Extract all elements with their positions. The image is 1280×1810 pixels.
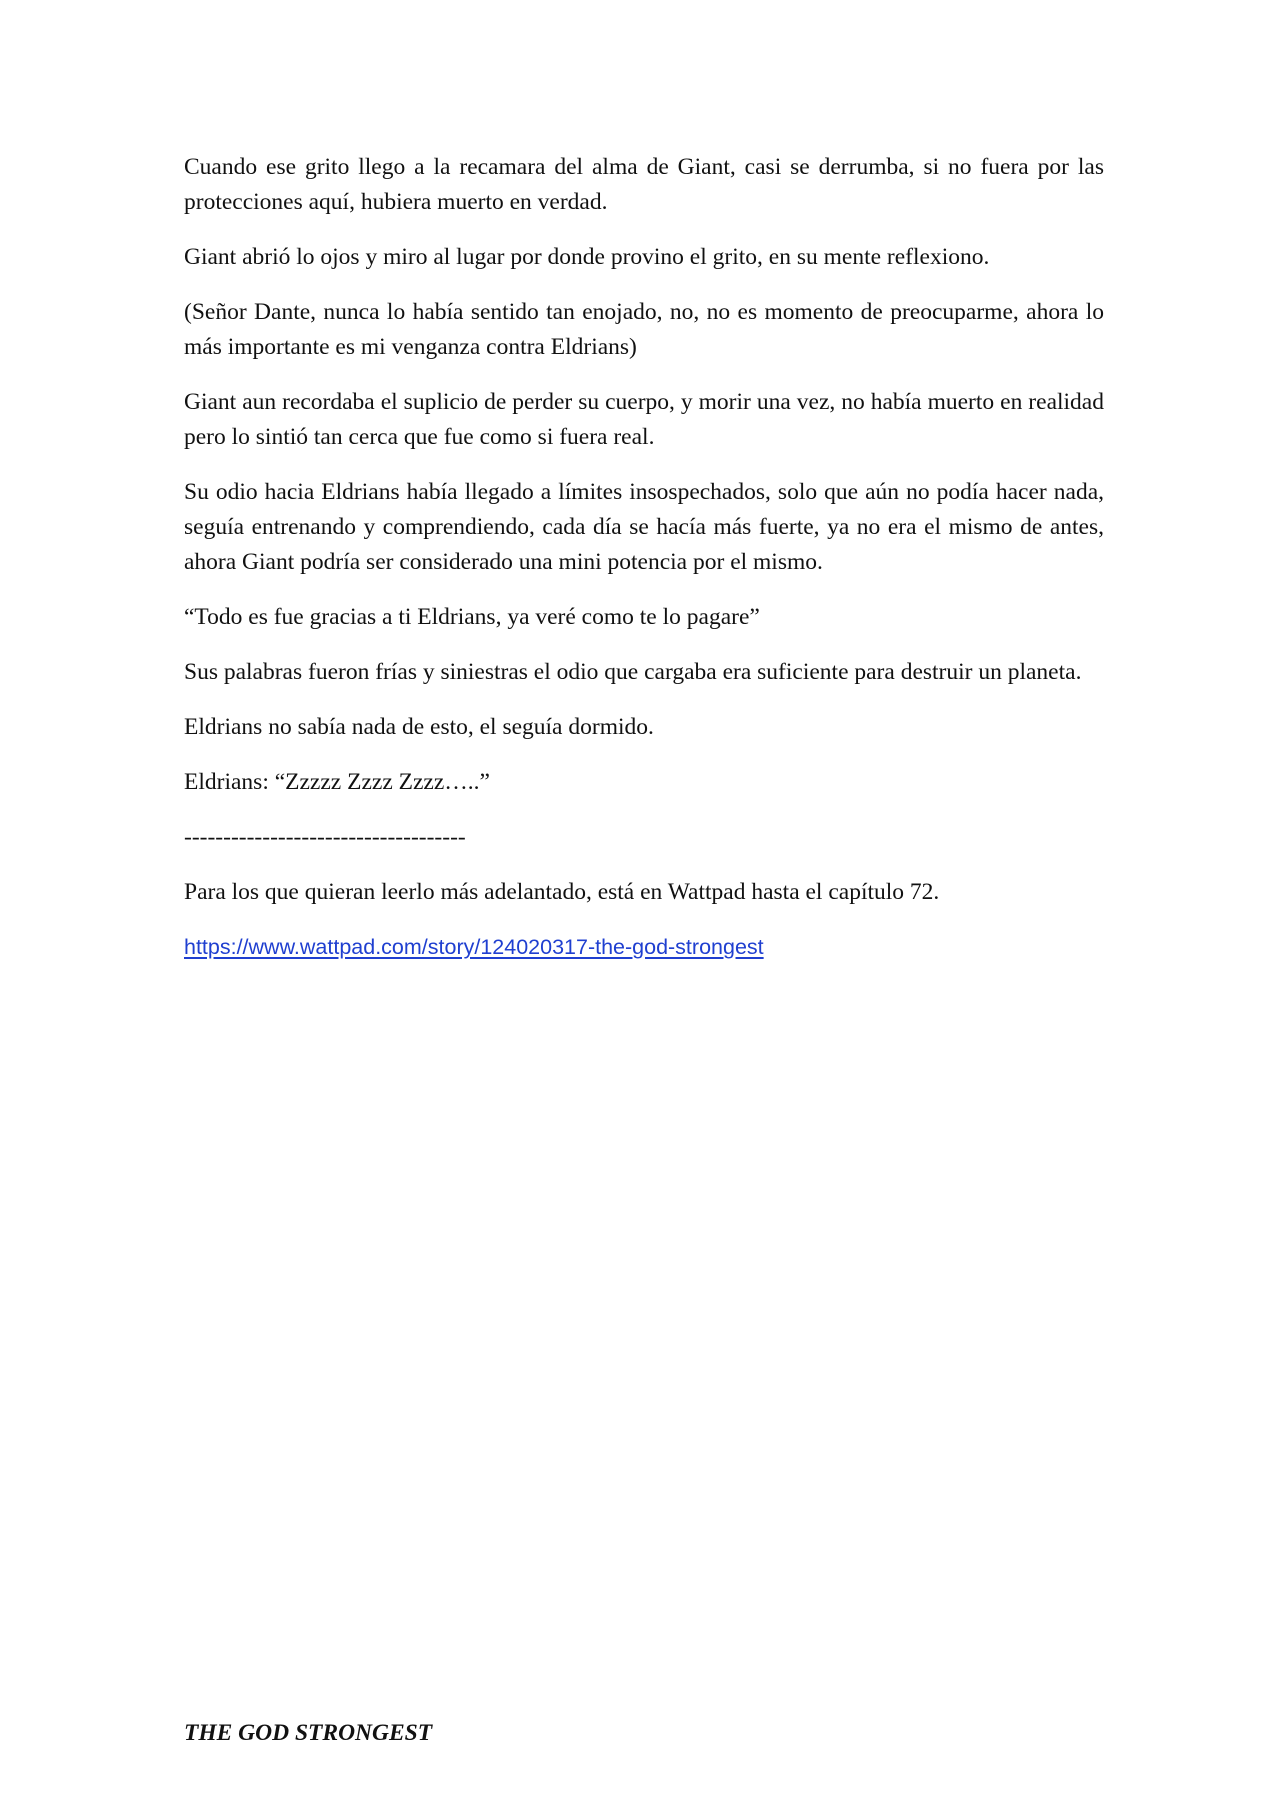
document-body (184, 150, 1104, 965)
paragraph-5: Su odio hacia Eldrians había llegado a límites insospechados, solo que aún no podía hacer nada, seguía entrenando y comprendiendo, cada día se hacía más fuerte, ya no era el mismo de antes, ahora Giant podría ser considerado una mini potencia por el mismo. (184, 479, 1104, 575)
section-separator: ------------------------------------ (184, 824, 466, 850)
paragraph-9: Eldrians: “Zzzzz Zzzz Zzzz…..” (184, 769, 490, 795)
wattpad-note: Para los que quieran leerlo más adelantado, está en Wattpad hasta el capítulo 72. (184, 879, 940, 905)
paragraph-3: (Señor Dante, nunca lo había sentido tan enojado, no, no es momento de preocuparme, ahora lo más importante es mi venganza contra Eldrians) (184, 299, 1104, 360)
paragraph-8: Eldrians no sabía nada de esto, el seguía dormido. (184, 714, 654, 740)
paragraph-2: Giant abrió lo ojos y miro al lugar por donde provino el grito, en su mente reflexiono. (184, 244, 990, 270)
paragraph-7: Sus palabras fueron frías y siniestras el odio que cargaba era suficiente para destruir un planeta. (184, 659, 1082, 685)
paragraph-1: Cuando ese grito llego a la recamara del alma de Giant, casi se derrumba, si no fuera por las protecciones aquí, hubiera muerto en verdad. (184, 154, 1104, 215)
footer-title: THE GOD STRONGEST (184, 1720, 433, 1746)
paragraph-4: Giant aun recordaba el suplicio de perder su cuerpo, y morir una vez, no había muerto en realidad pero lo sintió tan cerca que fue como si fuera real. (184, 389, 1104, 450)
wattpad-link[interactable]: https://www.wattpad.com/story/124020317-the-god-strongest (184, 935, 764, 959)
paragraph-6: “Todo es fue gracias a ti Eldrians, ya veré como te lo pagare” (184, 604, 760, 630)
